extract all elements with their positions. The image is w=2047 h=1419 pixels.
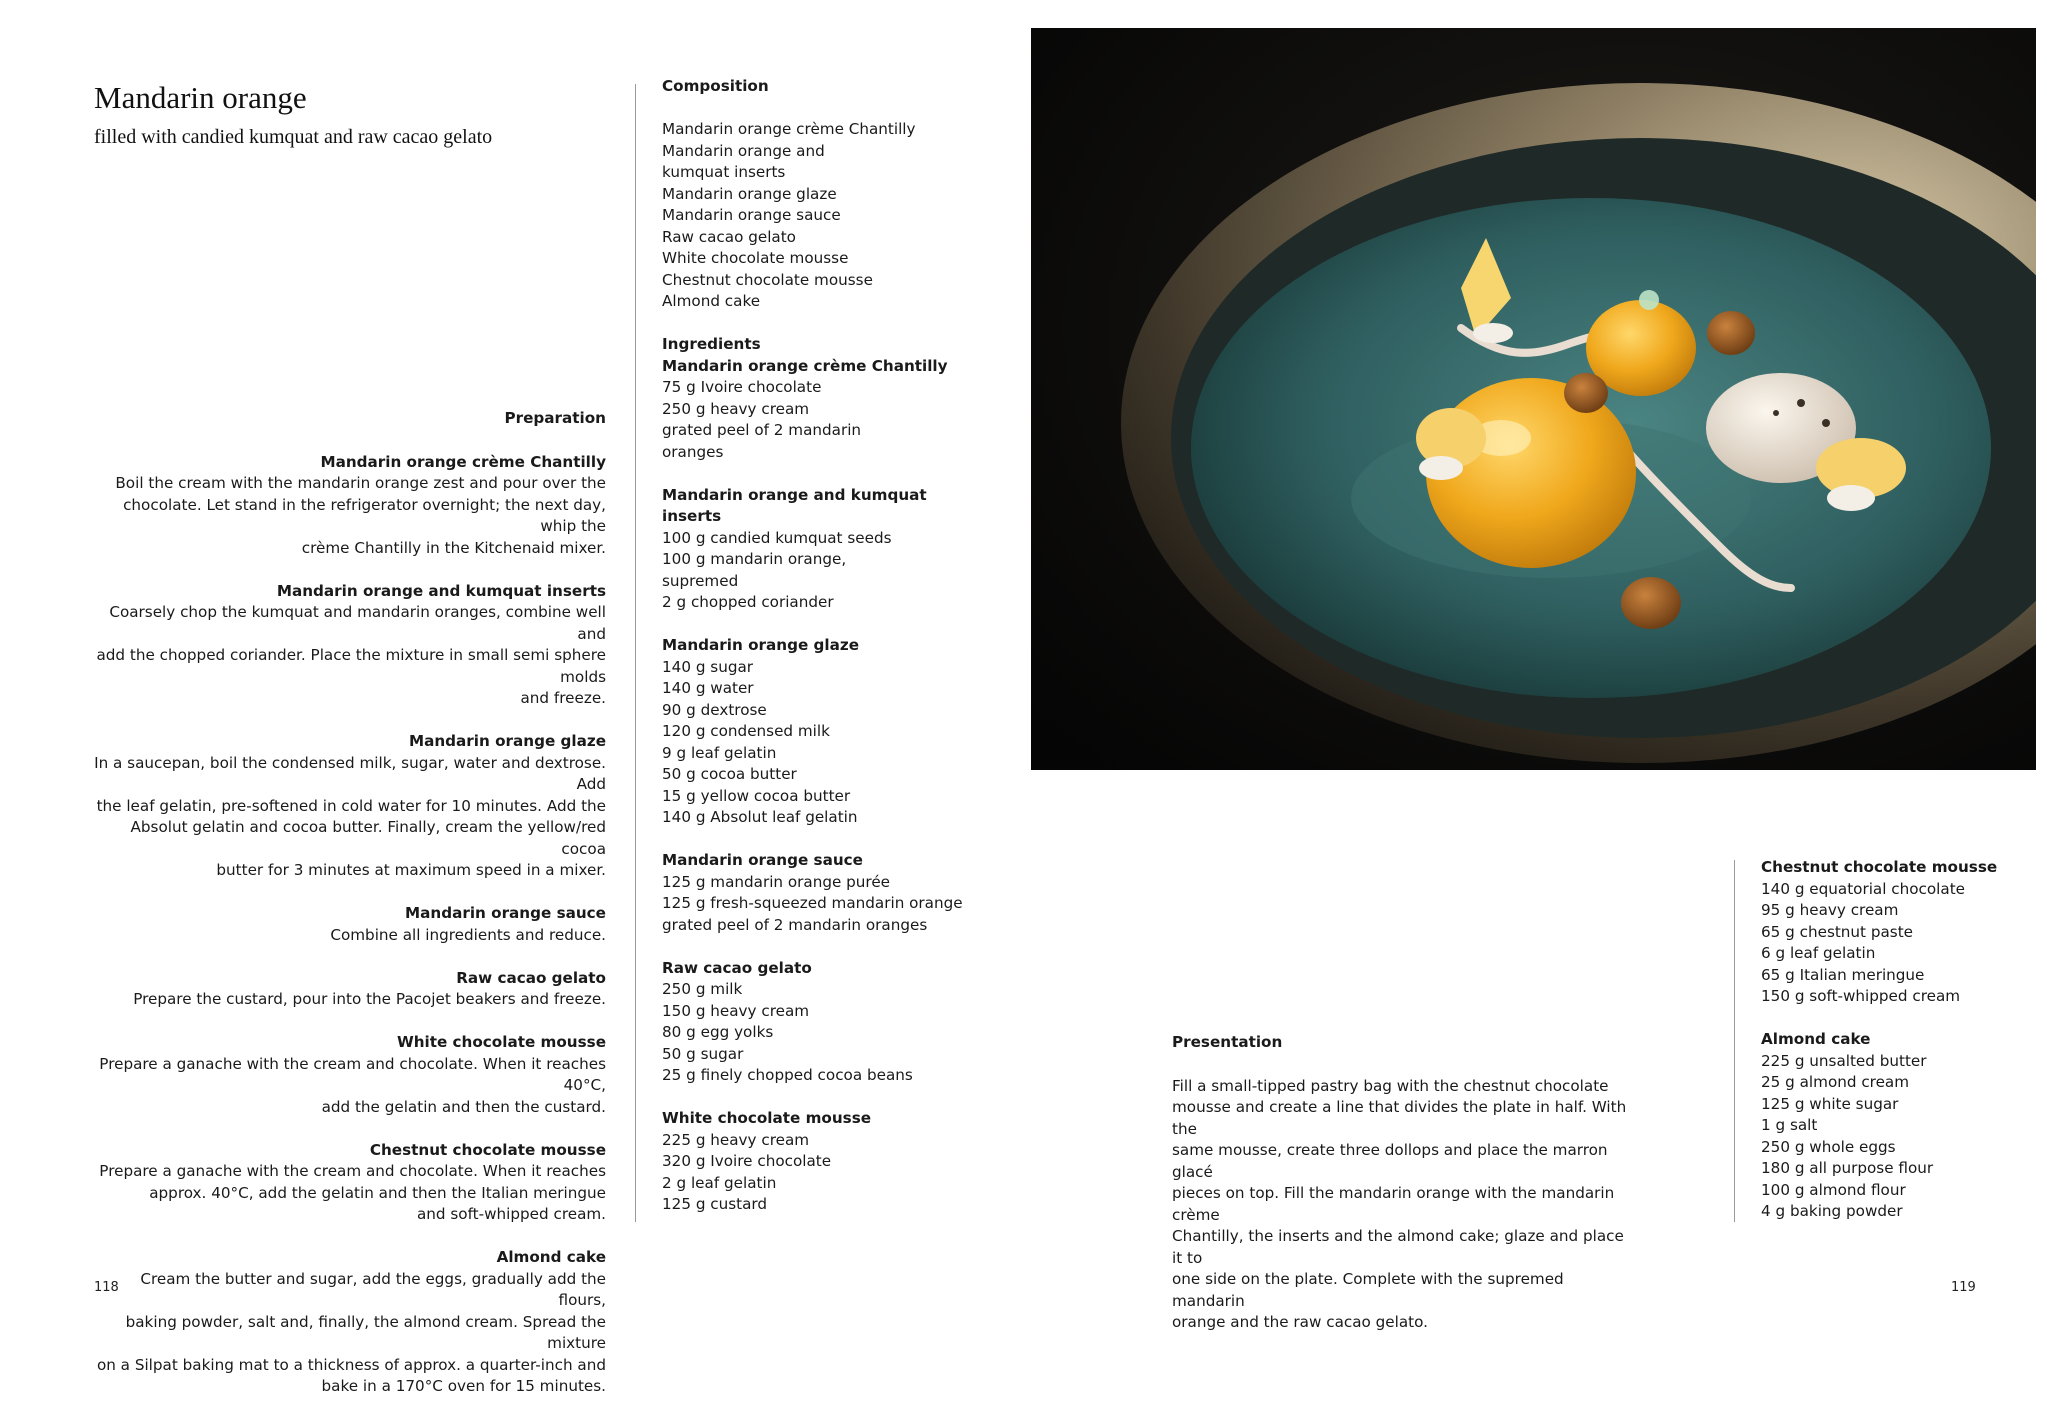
ingredient-item: grated peel of 2 mandarin (662, 421, 862, 439)
preparation-text-line: approx. 40°C, add the gelatin and then the Italian meringue (149, 1183, 606, 1202)
ingredient-item: 140 g sugar (662, 657, 754, 676)
ingredient-item: oranges (662, 442, 724, 461)
presentation-text-line: pieces on top. Fill the mandarin orange with the mandarin crème (1172, 1184, 1615, 1224)
preparation-section (94, 1247, 606, 1398)
presentation-text-line: Fill a small-tipped pastry bag with the chestnut chocolate (1172, 1076, 1609, 1095)
preparation-section (94, 1140, 606, 1226)
recipe-subtitle: filled with candied kumquat and raw cacao gelato (94, 126, 493, 148)
preparation-text-line: bake in a 170°C oven for 15 minutes. (321, 1377, 606, 1395)
ingredient-item: 50 g sugar (662, 1044, 744, 1063)
ingredient-group-title: Mandarin orange crème Chantilly (662, 356, 948, 375)
preparation-text-line: Prepare the custard, pour into the Pacojet beakers and freeze. (133, 990, 606, 1008)
preparation-text-line: Coarsely chop the kumquat and mandarin oranges, combine well and (109, 603, 606, 643)
composition-item: Chestnut chocolate mousse (662, 270, 873, 289)
preparation-section (94, 452, 606, 560)
ingredient-item: 125 g white sugar (1761, 1094, 1899, 1113)
preparation-sections (94, 452, 606, 1398)
ingredient-group (662, 850, 992, 936)
ingredient-group (662, 356, 992, 464)
ingredient-item: 9 g leaf gelatin (662, 743, 777, 762)
ingredient-item: 225 g heavy cream (662, 1130, 810, 1149)
ingredient-item: 125 g custard (662, 1195, 768, 1213)
composition-item: Mandarin orange and (662, 141, 825, 160)
preparation-text-line: the leaf gelatin, pre-softened in cold water for 10 minutes. Add the (96, 796, 606, 815)
page-number-left: 118 (94, 1280, 119, 1295)
preparation-text-line: add the gelatin and then the custard. (321, 1097, 606, 1116)
ingredient-item: 140 g water (662, 679, 754, 697)
presentation-text (1172, 1076, 1632, 1334)
ingredient-group-title: Chestnut chocolate mousse (1761, 858, 1998, 876)
ingredient-group-title: Mandarin orange sauce (662, 851, 863, 869)
preparation-text-line: In a saucepan, boil the condensed milk, sugar, water and dextrose. Add (94, 753, 606, 793)
preparation-section (94, 1032, 606, 1118)
ingredient-item: 150 g soft-whipped cream (1761, 987, 1961, 1005)
ingredient-item: 320 g Ivoire chocolate (662, 1152, 832, 1170)
composition-item: Mandarin orange crème Chantilly (662, 120, 916, 138)
ingredient-group-title: White chocolate mousse (662, 1109, 872, 1127)
preparation-text-line: Cream the butter and sugar, add the eggs, gradually add the flours, (140, 1269, 606, 1309)
ingredient-group (1761, 1029, 2031, 1223)
ingredient-item: 125 g fresh-squeezed mandarin orange (662, 894, 963, 912)
composition-list (662, 119, 992, 313)
ingredient-item: 100 g candied kumquat seeds (662, 528, 892, 547)
ingredient-item: 2 g chopped coriander (662, 593, 834, 611)
ingredient-group-title: Mandarin orange and kumquat (662, 485, 927, 504)
preparation-text-line: Prepare a ganache with the cream and chocolate. When it reaches (99, 1162, 606, 1180)
preparation-section-title: Raw cacao gelato (456, 968, 606, 987)
preparation-text-line: crème Chantilly in the Kitchenaid mixer. (301, 538, 606, 557)
preparation-section-title: Mandarin orange sauce (405, 904, 606, 922)
ingredient-group (662, 958, 992, 1087)
preparation-section-title: Chestnut chocolate mousse (369, 1140, 606, 1159)
ingredients-block (662, 334, 992, 1216)
preparation-text-line: baking powder, salt and, finally, the almond cream. Spread the mixture (125, 1312, 606, 1352)
preparation-section (94, 968, 606, 1011)
presentation-text-line: orange and the raw cacao gelato. (1172, 1313, 1428, 1331)
ingredient-item: 125 g mandarin orange purée (662, 872, 891, 891)
ingredient-group (1761, 857, 2031, 1008)
ingredient-item: 140 g Absolut leaf gelatin (662, 808, 858, 826)
ingredient-item: 150 g heavy cream (662, 1001, 810, 1020)
composition-item: White chocolate mousse (662, 249, 849, 267)
presentation-text-line: one side on the plate. Complete with the supremed mandarin (1172, 1270, 1564, 1310)
ingredient-item: 15 g yellow cocoa butter (662, 786, 851, 805)
presentation-text-line: mousse and create a line that divides the plate in half. With the (1172, 1098, 1627, 1138)
right-ingredients-column (1761, 857, 2031, 1244)
preparation-section (94, 581, 606, 710)
ingredient-item: 180 g all purpose flour (1761, 1159, 1934, 1177)
ingredient-item: 6 g leaf gelatin (1761, 944, 1876, 962)
page-number-right: 119 (1951, 1280, 1976, 1295)
ingredient-item: 225 g unsalted butter (1761, 1051, 1927, 1070)
ingredient-groups (662, 356, 992, 1216)
presentation-text-line: same mousse, create three dollops and place the marron glacé (1172, 1141, 1608, 1181)
ingredient-item: 75 g Ivoire chocolate (662, 378, 822, 396)
ingredient-group-title: inserts (662, 507, 722, 525)
presentation-block (1172, 1032, 1632, 1334)
ingredients-heading: Ingredients (662, 335, 761, 353)
preparation-text-line: Prepare a ganache with the cream and chocolate. When it reaches 40°C, (99, 1054, 606, 1094)
composition-item: Almond cake (662, 292, 761, 310)
ingredient-item: 4 g baking powder (1761, 1202, 1903, 1220)
dessert-plate-image (1031, 28, 2036, 770)
ingredient-item: 65 g chestnut paste (1761, 922, 1914, 941)
ingredient-item: 120 g condensed milk (662, 722, 830, 740)
ingredient-item: 95 g heavy cream (1761, 901, 1899, 919)
ingredient-item: 100 g mandarin orange, (662, 550, 847, 568)
preparation-section (94, 903, 606, 946)
preparation-section-title: White chocolate mousse (396, 1033, 606, 1051)
ingredients-column (662, 76, 992, 1237)
ingredient-group-title: Raw cacao gelato (662, 958, 812, 977)
ingredient-item: 2 g leaf gelatin (662, 1173, 777, 1192)
composition-item: Mandarin orange glaze (662, 184, 837, 203)
preparation-section (94, 731, 606, 882)
ingredient-item: 250 g milk (662, 980, 743, 998)
presentation-heading: Presentation (1172, 1033, 1283, 1051)
ingredient-item: 25 g finely chopped cocoa beans (662, 1066, 913, 1084)
recipe-title: Mandarin orange (94, 80, 307, 115)
ingredient-item: 50 g cocoa butter (662, 765, 797, 783)
preparation-section-title: Almond cake (496, 1248, 606, 1266)
presentation-text-line: Chantilly, the inserts and the almond cake; glaze and place it to (1172, 1227, 1624, 1267)
ingredient-item: 140 g equatorial chocolate (1761, 879, 1966, 898)
composition-heading: Composition (662, 77, 769, 95)
ingredient-item: 1 g salt (1761, 1116, 1818, 1134)
ingredient-item: supremed (662, 571, 739, 590)
ingredient-item: 250 g heavy cream (662, 399, 810, 418)
ingredient-item: 90 g dextrose (662, 700, 767, 719)
preparation-column (94, 408, 606, 1419)
column-divider-right (1734, 860, 1735, 1222)
ingredient-group-title: Almond cake (1761, 1030, 1871, 1048)
ingredient-group (662, 635, 992, 829)
preparation-section-title: Mandarin orange glaze (409, 732, 606, 750)
preparation-section-title: Mandarin orange and kumquat inserts (276, 581, 606, 600)
composition-block (662, 76, 992, 313)
preparation-section-title: Mandarin orange crème Chantilly (320, 452, 606, 471)
composition-item: Mandarin orange sauce (662, 206, 841, 224)
preparation-text-line: butter for 3 minutes at maximum speed in a mixer. (216, 861, 606, 879)
preparation-text-line: and freeze. (520, 689, 606, 707)
composition-item: Raw cacao gelato (662, 227, 796, 246)
ingredient-group-title: Mandarin orange glaze (662, 636, 859, 654)
preparation-text-line: Absolut gelatin and cocoa butter. Finally, cream the yellow/red cocoa (130, 818, 606, 858)
ingredient-item: grated peel of 2 mandarin oranges (662, 915, 928, 934)
ingredient-item: 65 g Italian meringue (1761, 965, 1925, 984)
column-divider-left (635, 84, 636, 1222)
preparation-text-line: Boil the cream with the mandarin orange zest and pour over the (115, 474, 606, 492)
preparation-text-line: chocolate. Let stand in the refrigerator overnight; the next day, whip the (123, 495, 606, 535)
preparation-text-line: Combine all ingredients and reduce. (330, 925, 606, 944)
ingredient-item: 25 g almond cream (1761, 1073, 1910, 1091)
right-ingredient-groups (1761, 857, 2031, 1223)
ingredient-item: 100 g almond flour (1761, 1180, 1906, 1199)
preparation-heading: Preparation (504, 409, 606, 427)
preparation-text-line: add the chopped coriander. Place the mixture in small semi sphere molds (96, 646, 606, 686)
ingredient-group (662, 1108, 992, 1216)
composition-item: kumquat inserts (662, 163, 786, 181)
dessert-photo (1031, 28, 2036, 770)
preparation-text-line: on a Silpat baking mat to a thickness of approx. a quarter-inch and (96, 1355, 606, 1374)
ingredient-group (662, 485, 992, 614)
preparation-text-line: and soft-whipped cream. (416, 1205, 606, 1223)
ingredient-item: 80 g egg yolks (662, 1023, 774, 1041)
ingredient-item: 250 g whole eggs (1761, 1137, 1896, 1156)
